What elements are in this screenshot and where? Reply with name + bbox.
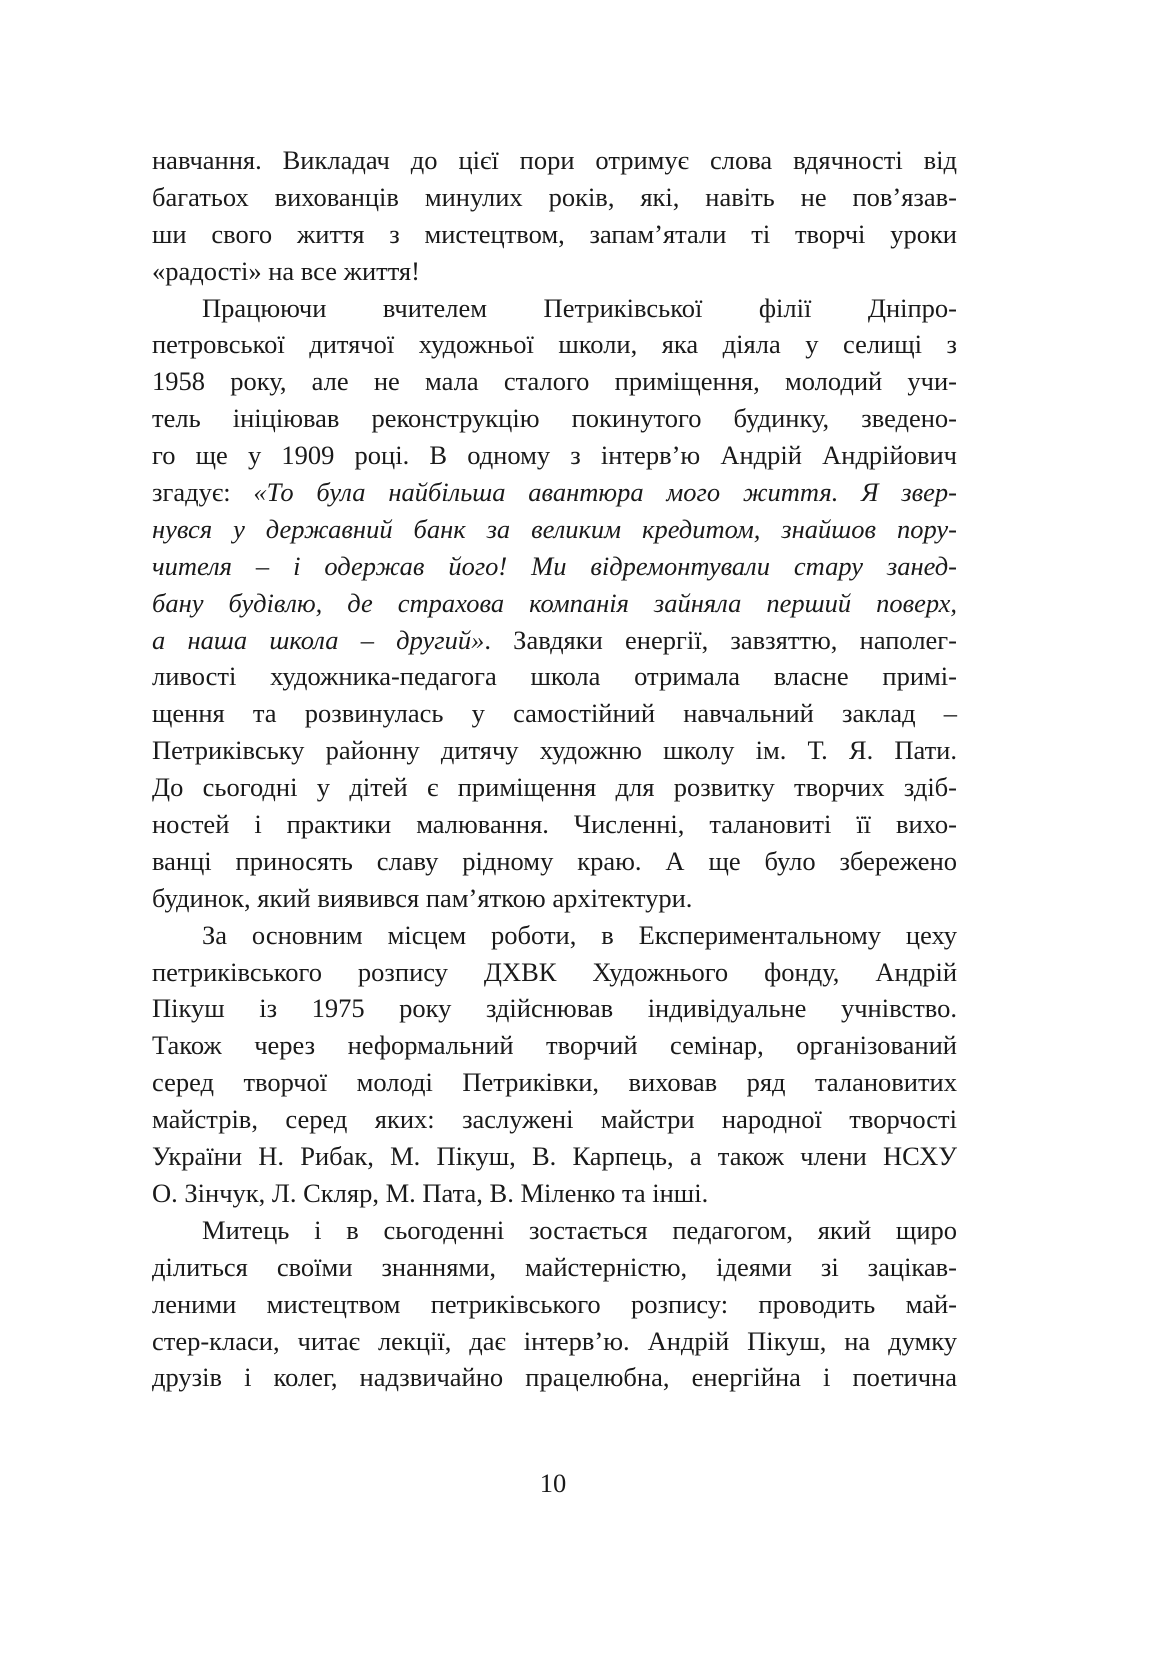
text-line [152,954,957,991]
text-line [152,769,957,806]
text-segment: будинок, який виявився пам’яткою архітектури. [152,882,693,913]
text-line [152,695,957,732]
text-line [152,216,957,253]
text-line [152,253,957,290]
text-segment: го ще у 1909 році. В одному з інтерв’ю Андрій Андрійович [152,440,957,471]
text-segment: До сьогодні у дітей є приміщення для розвитку творчих здіб- [152,772,957,803]
text-segment: ши свого життя з мистецтвом, запам’ятали ті творчі уроки [152,218,957,249]
text-line [152,1138,957,1175]
text-segment: петровської дитячої художньої школи, яка діяла у селищі з [152,329,957,360]
page-number: 10 [539,1468,567,1498]
text-line [152,1027,957,1064]
text-segment: ванці приносять славу рідному краю. А ще було збережено [152,845,957,876]
text-segment: 1958 року, але не мала сталого приміщення, молодий учи- [152,366,957,397]
text-line [152,622,957,659]
text-segment: ливості художника-педагога школа отримала власне примі- [152,661,957,692]
text-segment: України Н. Рибак, М. Пікуш, В. Карпець, а також члени НСХУ [152,1141,957,1172]
text-segment: О. Зінчук, Л. Скляр, М. Пата, В. Міленко та інші. [152,1177,709,1208]
text-segment: Петриківську районну дитячу художню школу ім. Т. Я. Пати. [152,735,957,766]
text-line [152,990,957,1027]
text-line [152,437,957,474]
text-line [152,290,957,327]
text-segment: щення та розвинулась у самостійний навчальний заклад – [152,698,957,729]
text-line [152,880,957,917]
text-line [152,732,957,769]
text-line [152,843,957,880]
text-segment: За основним місцем роботи, в Експериментальному цеху [202,919,957,950]
text-segment: навчання. Викладач до цієї пори отримує слова вдячності від [152,145,957,175]
text-line [152,1212,957,1249]
text-segment: леними мистецтвом петриківського розпису: проводить май- [152,1288,957,1319]
text-segment: ностей і практики малювання. Численні, талановиті її вихо- [152,809,957,840]
quote-text: а наша школа – другий» [152,624,485,655]
text-segment: Працюючи вчителем Петриківської філії Дніпро- [202,292,957,323]
quote-text: «То була найбільша авантюра мого життя. Я звер- [253,477,957,508]
text-line [152,179,957,216]
text-segment: петриківського розпису ДХВК Художнього фонду, Андрій [152,956,957,987]
text-line [152,142,957,179]
text-line [152,511,957,548]
text-line [152,585,957,622]
text-line [152,1064,957,1101]
text-segment: . Завдяки енергії, завзяттю, наполег- [484,624,957,655]
quote-text: чителя – і одержав його! Ми відремонтували стару занед- [152,550,957,581]
text-line [152,1175,957,1212]
text-segment: друзів і колег, надзвичайно працелюбна, енергійна і поетична [152,1362,957,1393]
text-line [152,326,957,363]
text-segment: ділиться своїми знаннями, майстерністю, ідеями зі зацікав- [152,1251,957,1282]
text-segment: Також через неформальний творчий семінар, організований [152,1030,957,1061]
quote-text: нувся у державний банк за великим кредитом, знайшов пору- [152,513,957,544]
text-line [152,1323,957,1360]
text-line [152,1359,957,1396]
text-line [152,1249,957,1286]
text-segment: Митець і в сьогоденні зостається педагогом, який щиро [202,1214,957,1245]
text-line [152,474,957,511]
body-text [152,142,957,1396]
text-segment: Пікуш із 1975 року здійснював індивідуальне учнівство. [152,993,957,1024]
quote-text: бану будівлю, де страхова компанія зайняла перший поверх, [152,587,957,618]
text-line [152,548,957,585]
text-segment: майстрів, серед яких: заслужені майстри народної творчості [152,1104,957,1135]
text-line [152,1101,957,1138]
text-segment: серед творчої молоді Петриківки, виховав ряд талановитих [152,1067,957,1098]
text-line [152,400,957,437]
text-segment: багатьох вихованців минулих років, які, навіть не пов’язав- [152,181,957,212]
text-line [152,917,957,954]
text-segment: «радості» на все життя! [152,255,420,286]
text-line [152,1286,957,1323]
text-segment: стер-класи, читає лекції, дає інтерв’ю. Андрій Пікуш, на думку [152,1325,957,1356]
text-segment: згадує: [152,477,254,508]
text-segment: тель ініціював реконструкцію покинутого будинку, зведено- [152,403,957,434]
text-line [152,363,957,400]
text-line [152,806,957,843]
text-line [152,658,957,695]
